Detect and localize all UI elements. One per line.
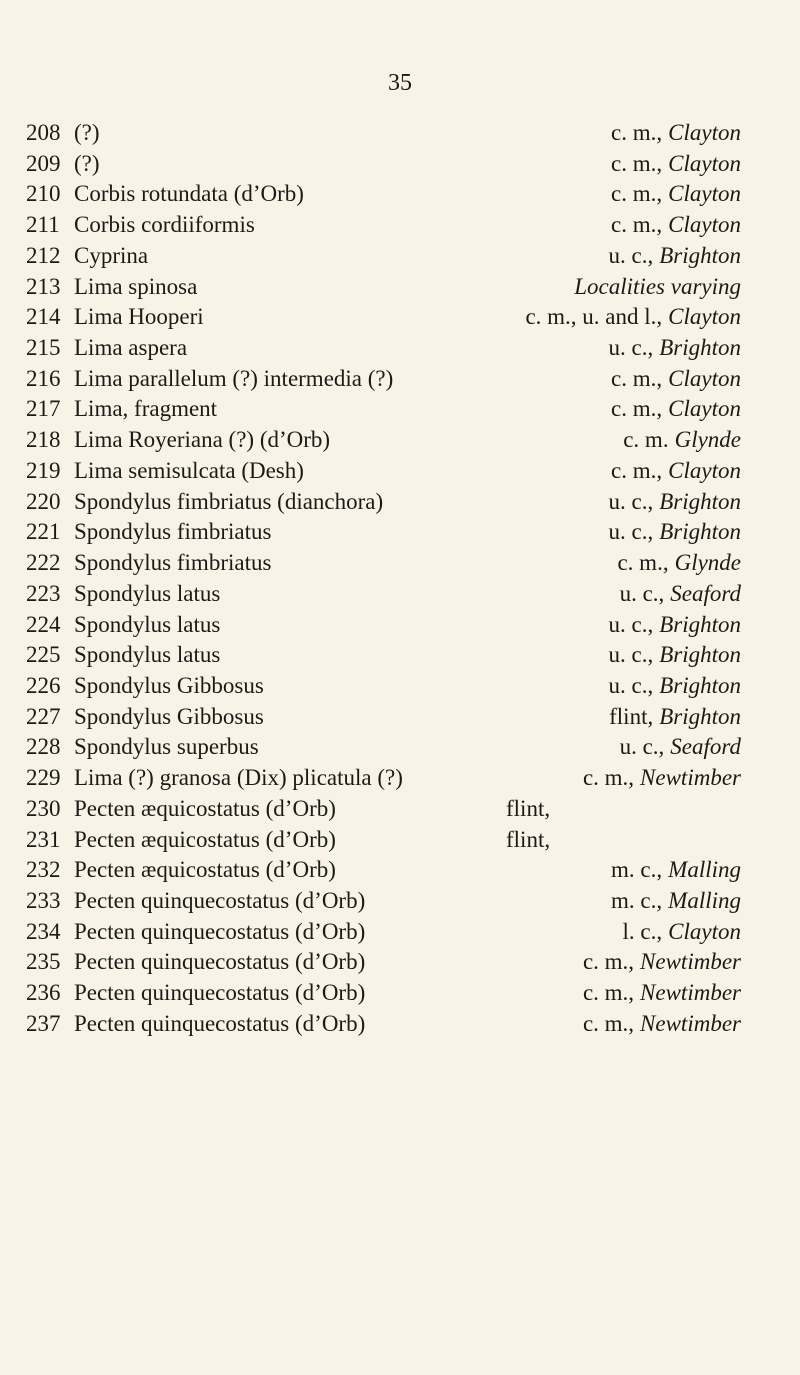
species-name: Lima Hooperi bbox=[74, 304, 204, 330]
locality bbox=[506, 794, 550, 825]
locality bbox=[611, 179, 741, 210]
place-name: Newtimber bbox=[640, 980, 741, 1006]
list-item bbox=[0, 947, 800, 978]
locality bbox=[617, 548, 741, 579]
species-name: Spondylus latus bbox=[74, 642, 221, 668]
entry-number: 215 bbox=[26, 335, 61, 361]
species-name: Pecten æquicostatus (d’Orb) bbox=[74, 826, 336, 852]
species-name: (?) bbox=[74, 120, 100, 145]
list-item bbox=[0, 241, 800, 272]
stratum-label: flint, bbox=[506, 795, 551, 821]
species-name: Spondylus fimbriatus bbox=[74, 550, 272, 576]
list-item bbox=[0, 179, 800, 210]
list-item bbox=[0, 640, 800, 671]
list-item bbox=[0, 763, 800, 794]
place-name: Brighton bbox=[659, 642, 741, 668]
species-name: Corbis rotundata (d’Orb) bbox=[74, 181, 304, 207]
species-name: Spondylus superbus bbox=[74, 734, 259, 760]
locality bbox=[611, 118, 741, 149]
entry-number: 235 bbox=[26, 949, 61, 975]
stratum-label: c. m., u. and l., bbox=[525, 304, 663, 330]
locality bbox=[620, 732, 741, 763]
stratum-label: c. m., bbox=[582, 949, 635, 975]
species-name: Cyprina bbox=[74, 242, 149, 268]
stratum-label: c. m., bbox=[611, 181, 663, 207]
list-item bbox=[0, 886, 800, 917]
list-item bbox=[0, 548, 800, 579]
stratum-label: m. c., bbox=[611, 887, 663, 913]
species-name: Pecten quinquecostatus (d’Orb) bbox=[74, 918, 366, 944]
entry-number: 227 bbox=[26, 703, 61, 729]
stratum-label: c. m., bbox=[611, 120, 663, 145]
place-name: Localities varying bbox=[574, 273, 741, 299]
entry-number: 221 bbox=[26, 519, 61, 545]
entry-number: 226 bbox=[26, 672, 61, 698]
entry-number: 210 bbox=[26, 181, 61, 207]
locality bbox=[583, 763, 741, 794]
entry-number: 213 bbox=[26, 273, 61, 299]
stratum-label: c. m., bbox=[611, 150, 663, 176]
entry-number: 211 bbox=[26, 212, 60, 238]
stratum-label: c. m., bbox=[582, 765, 635, 791]
stratum-label: flint, bbox=[609, 703, 654, 729]
locality bbox=[609, 241, 742, 272]
list-item bbox=[0, 517, 800, 548]
species-name: Corbis cordiiformis bbox=[74, 212, 255, 238]
list-item bbox=[0, 149, 800, 180]
entry-number: 222 bbox=[26, 550, 61, 576]
species-name: Pecten æquicostatus (d’Orb) bbox=[74, 795, 336, 821]
stratum-label: u. c., bbox=[619, 580, 665, 606]
list-item bbox=[0, 855, 800, 886]
species-name: Lima Royeriana (?) (d’Orb) bbox=[74, 427, 331, 453]
entry-number: 225 bbox=[26, 642, 61, 668]
locality bbox=[611, 855, 741, 886]
species-name: Pecten quinquecostatus (d’Orb) bbox=[74, 1010, 366, 1036]
entry-number: 219 bbox=[26, 457, 61, 483]
list-item bbox=[0, 118, 800, 149]
locality bbox=[611, 364, 741, 395]
list-item bbox=[0, 579, 800, 610]
stratum-label: u. c., bbox=[608, 611, 654, 637]
place-name: Brighton bbox=[659, 519, 741, 545]
species-name: Spondylus Gibbosus bbox=[74, 672, 264, 698]
place-name: Clayton bbox=[668, 212, 741, 238]
stratum-label: c. m., bbox=[611, 457, 663, 483]
list-item bbox=[0, 364, 800, 395]
place-name: Seaford bbox=[670, 580, 741, 606]
stratum-label: l. c., bbox=[622, 918, 663, 944]
entry-number: 209 bbox=[26, 150, 61, 176]
place-name: Brighton bbox=[659, 703, 741, 729]
place-name: Brighton bbox=[659, 672, 741, 698]
locality bbox=[609, 487, 742, 518]
locality bbox=[583, 1009, 741, 1040]
list-item bbox=[0, 917, 800, 948]
species-name: Pecten æquicostatus (d’Orb) bbox=[74, 857, 336, 883]
stratum-label: m. c., bbox=[611, 857, 663, 883]
list-item bbox=[0, 487, 800, 518]
locality bbox=[609, 671, 742, 702]
locality bbox=[506, 825, 550, 856]
stratum-label: u. c., bbox=[608, 242, 654, 268]
place-name: Clayton bbox=[668, 365, 741, 391]
place-name: Newtimber bbox=[640, 765, 741, 791]
place-name: Glynde bbox=[674, 550, 741, 576]
stratum-label: u. c., bbox=[608, 488, 654, 514]
entry-number: 237 bbox=[26, 1010, 61, 1036]
locality bbox=[609, 702, 741, 733]
list-item bbox=[0, 1009, 800, 1040]
entry-number: 229 bbox=[26, 765, 61, 791]
species-name: Pecten quinquecostatus (d’Orb) bbox=[74, 887, 366, 913]
stratum-label: u. c., bbox=[608, 672, 654, 698]
locality bbox=[611, 886, 741, 917]
place-name: Clayton bbox=[668, 304, 741, 330]
list-item bbox=[0, 825, 800, 856]
stratum-label: c. m., bbox=[582, 980, 635, 1006]
locality bbox=[623, 425, 741, 456]
list-item bbox=[0, 671, 800, 702]
entry-number: 216 bbox=[26, 365, 61, 391]
place-name: Seaford bbox=[670, 734, 741, 760]
locality bbox=[611, 394, 741, 425]
place-name: Brighton bbox=[659, 335, 741, 361]
species-name: Lima aspera bbox=[74, 335, 188, 361]
species-name: Pecten quinquecostatus (d’Orb) bbox=[74, 949, 366, 975]
stratum-label: c. m., bbox=[611, 396, 663, 422]
place-name: Newtimber bbox=[640, 949, 741, 975]
place-name: Malling bbox=[668, 857, 741, 883]
locality bbox=[583, 978, 741, 1009]
entry-number: 230 bbox=[26, 795, 61, 821]
stratum-label: flint, bbox=[506, 826, 551, 852]
place-name: Clayton bbox=[668, 918, 741, 944]
entry-number: 233 bbox=[26, 887, 61, 913]
list-item bbox=[0, 425, 800, 456]
list-item bbox=[0, 333, 800, 364]
species-name: Spondylus latus bbox=[74, 611, 221, 637]
locality bbox=[609, 333, 742, 364]
locality bbox=[574, 272, 741, 303]
place-name: Brighton bbox=[659, 242, 741, 268]
species-name: Spondylus Gibbosus bbox=[74, 703, 264, 729]
entry-number: 218 bbox=[26, 427, 61, 453]
stratum-label: c. m., bbox=[582, 1010, 635, 1036]
species-name: Spondylus fimbriatus bbox=[74, 519, 272, 545]
entry-number: 228 bbox=[26, 734, 61, 760]
place-name: Malling bbox=[668, 887, 741, 913]
list-item bbox=[0, 732, 800, 763]
species-name: Spondylus latus bbox=[74, 580, 221, 606]
place-name: Glynde bbox=[674, 427, 741, 453]
locality bbox=[611, 210, 741, 241]
entry-number: 224 bbox=[26, 611, 61, 637]
species-name: Pecten quinquecostatus (d’Orb) bbox=[74, 980, 366, 1006]
entry-number: 231 bbox=[26, 826, 61, 852]
entry-number: 232 bbox=[26, 857, 61, 883]
place-name: Clayton bbox=[668, 150, 741, 176]
list-item bbox=[0, 702, 800, 733]
fossil-list bbox=[0, 118, 800, 1040]
species-name: Lima (?) granosa (Dix) plicatula (?) bbox=[74, 765, 403, 791]
list-item bbox=[0, 978, 800, 1009]
species-name: Spondylus fimbriatus (dianchora) bbox=[74, 488, 384, 514]
species-name: Lima parallelum (?) intermedia (?) bbox=[74, 365, 394, 391]
list-item bbox=[0, 272, 800, 303]
locality bbox=[609, 517, 742, 548]
place-name: Clayton bbox=[668, 457, 741, 483]
stratum-label: u. c., bbox=[608, 335, 654, 361]
locality bbox=[583, 947, 741, 978]
stratum-label: c. m., bbox=[611, 365, 663, 391]
locality bbox=[609, 610, 742, 641]
stratum-label: c. m., bbox=[611, 212, 663, 238]
list-item bbox=[0, 794, 800, 825]
locality bbox=[623, 917, 741, 948]
place-name: Newtimber bbox=[640, 1010, 741, 1036]
list-item bbox=[0, 610, 800, 641]
place-name: Clayton bbox=[668, 396, 741, 422]
stratum-label: u. c., bbox=[608, 642, 654, 668]
species-name: Lima semisulcata (Desh) bbox=[74, 457, 304, 483]
entry-number: 236 bbox=[26, 980, 61, 1006]
place-name: Brighton bbox=[659, 611, 741, 637]
entry-number: 217 bbox=[26, 396, 61, 422]
stratum-label: u. c., bbox=[619, 734, 665, 760]
entry-number: 212 bbox=[26, 242, 61, 268]
locality bbox=[620, 579, 741, 610]
page-number: 35 bbox=[388, 70, 412, 96]
stratum-label: c. m. bbox=[623, 427, 669, 453]
list-item bbox=[0, 456, 800, 487]
list-item bbox=[0, 394, 800, 425]
entry-number: 208 bbox=[26, 120, 61, 145]
locality bbox=[611, 149, 741, 180]
entry-number: 214 bbox=[26, 304, 61, 330]
entry-number: 234 bbox=[26, 918, 61, 944]
species-name: (?) bbox=[74, 150, 100, 176]
stratum-label: c. m., bbox=[617, 550, 669, 576]
entry-number: 220 bbox=[26, 488, 61, 514]
locality bbox=[609, 640, 742, 671]
stratum-label: u. c., bbox=[608, 519, 654, 545]
locality bbox=[611, 456, 741, 487]
species-name: Lima spinosa bbox=[74, 273, 198, 299]
locality bbox=[525, 302, 741, 333]
species-name: Lima, fragment bbox=[74, 396, 218, 422]
list-item bbox=[0, 302, 800, 333]
place-name: Clayton bbox=[668, 120, 741, 145]
place-name: Clayton bbox=[668, 181, 741, 207]
list-item bbox=[0, 210, 800, 241]
place-name: Brighton bbox=[659, 488, 741, 514]
entry-number: 223 bbox=[26, 580, 61, 606]
